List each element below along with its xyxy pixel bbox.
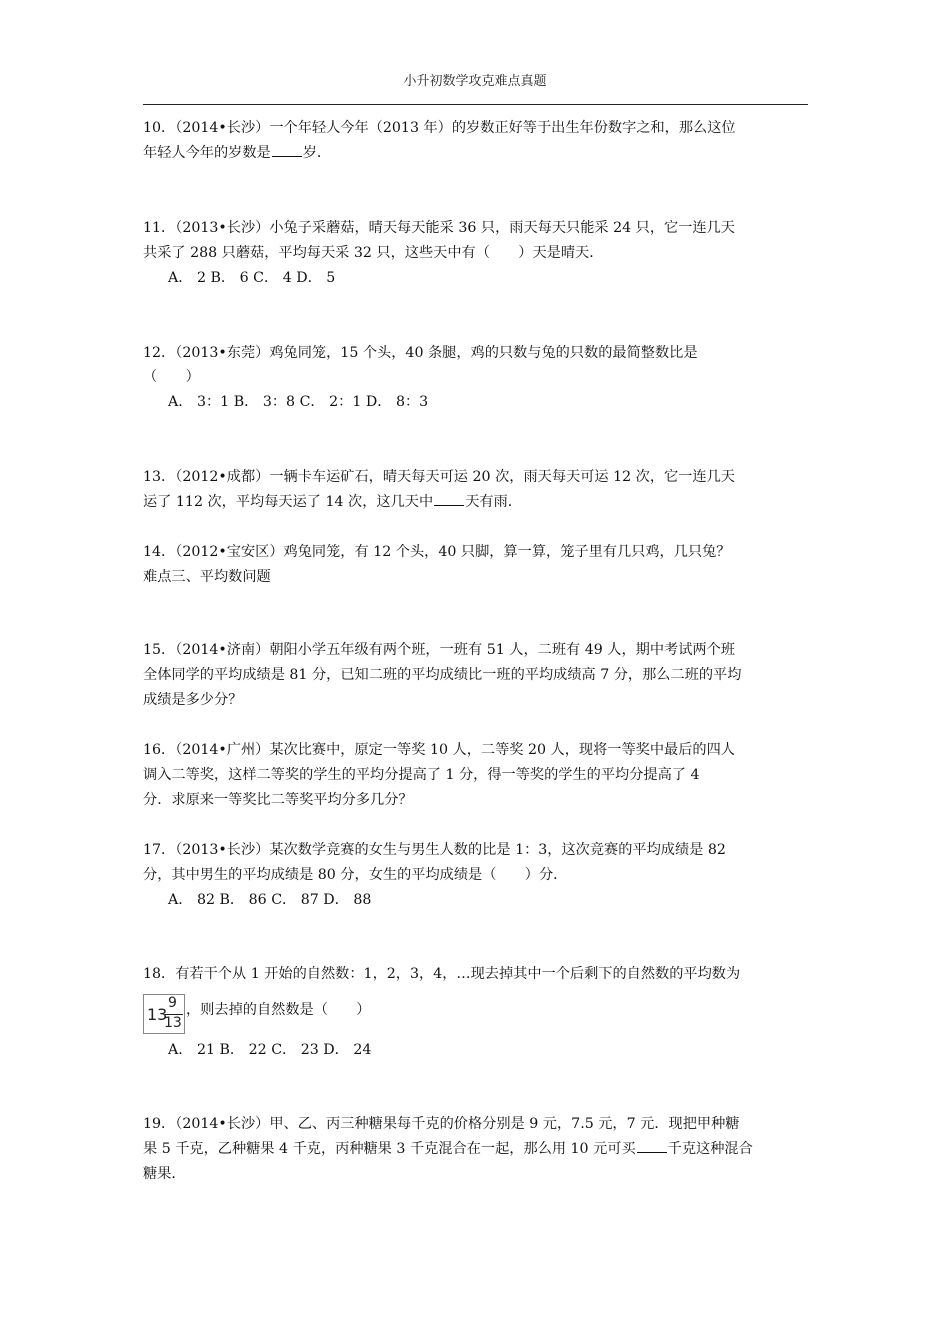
fraction-whole: 13 (147, 1005, 168, 1024)
q19-answer-blank (637, 1138, 667, 1153)
q18-options: A． 21 B． 22 C． 23 D． 24 (168, 1042, 372, 1058)
mixed-fraction-image (143, 994, 185, 1034)
q15-line2: 全体同学的平均成绩是 81 分，已知二班的平均成绩比一班的平均成绩高 7 分，那么二班的平均 (143, 667, 742, 683)
fraction-denominator: 13 (164, 1015, 182, 1031)
q19-line2 (143, 1137, 808, 1162)
q12-line2: （ ） (143, 369, 200, 385)
q17-line1: 17．（2013•长沙）某次数学竞赛的女生与男生人数的比是 1：3，这次竞赛的平均成绩是 82 (143, 842, 726, 858)
fraction-numerator: 9 (168, 995, 177, 1011)
q18-line2: ，则去掉的自然数是（ ） (186, 1002, 371, 1018)
q13-answer-blank (434, 491, 464, 506)
q12-line1: 12．（2013•东莞）鸡兔同笼，15 个头，40 条腿，鸡的只数与兔的只数的最简整数比是 (143, 345, 698, 361)
q19-line1: 19．（2014•长沙）甲、乙、丙三种糖果每千克的价格分别是 9 元，7.5 元，7 元．现把甲种糖 (143, 1116, 740, 1132)
q16-line3: 分．求原来一等奖比二等奖平均分多几分？ (143, 792, 413, 808)
q13-text-b: 天有雨． (465, 494, 522, 510)
q16-line2: 调入二等奖，这样二等奖的学生的平均分提高了 1 分，得一等奖的学生的平均分提高了 4 (143, 767, 700, 783)
q16-line1: 16．（2014•广州）某次比赛中，原定一等奖 10 人，二等奖 20 人，现将一等奖中最后的四人 (143, 742, 735, 758)
q10-line1: 10．（2014•长沙）一个年轻人今年（2013 年）的岁数正好等于出生年份数字之和，那么这位 (143, 120, 736, 136)
q15-line1: 15．（2014•济南）朝阳小学五年级有两个班，一班有 51 人，二班有 49 人，期中考试两个班 (143, 642, 735, 658)
q13-line1: 13．（2012•成都）一辆卡车运矿石，晴天每天可运 20 次，雨天每天可运 12 次，它一连几天 (143, 469, 735, 485)
q10-answer-blank (272, 142, 302, 157)
q17-options: A． 82 B． 86 C． 87 D． 88 (168, 892, 372, 908)
q11-options: A． 2 B． 6 C． 4 D． 5 (168, 270, 336, 286)
header-divider (143, 104, 808, 105)
q14-line1: 14．（2012•宝安区）鸡兔同笼，有 12 个头，40 只脚，算一算，笼子里有几只鸡，几只兔？ (143, 544, 731, 560)
q19-line3: 糖果． (143, 1166, 186, 1182)
page-header-title: 小升初数学攻克难点真题 (403, 74, 547, 89)
q18-line1: 18．有若干个从 1 开始的自然数：1，2，3，4，…现去掉其中一个后剩下的自然数的平均数为 (143, 966, 741, 982)
q11-line2: 共采了 288 只蘑菇，平均每天采 32 只，这些天中有（ ）天是晴天． (143, 245, 604, 261)
q13-line2 (143, 490, 808, 515)
q11-line1: 11．（2013•长沙）小兔子采蘑菇，晴天每天能采 36 只，雨天每天只能采 24 只，它一连几天 (143, 220, 735, 236)
section-heading: 难点三、平均数问题 (143, 569, 271, 585)
q10-text-a: 年轻人今年的岁数是 (143, 145, 271, 161)
q19-text-a: 果 5 千克，乙种糖果 4 千克，丙种糖果 3 千克混合在一起，那么用 10 元可买 (143, 1141, 636, 1157)
q17-line2: 分，其中男生的平均成绩是 80 分，女生的平均成绩是（ ）分． (143, 867, 568, 883)
q19-text-b: 千克这种混合 (667, 1141, 753, 1157)
q10-text-b: 岁． (302, 145, 332, 161)
q10-line2 (143, 141, 808, 166)
q15-line3: 成绩是多少分？ (143, 692, 243, 708)
q13-text-a: 运了 112 次，平均每天运了 14 次，这几天中 (143, 494, 434, 510)
q12-options: A． 3：1 B． 3：8 C． 2：1 D． 8：3 (168, 394, 429, 410)
